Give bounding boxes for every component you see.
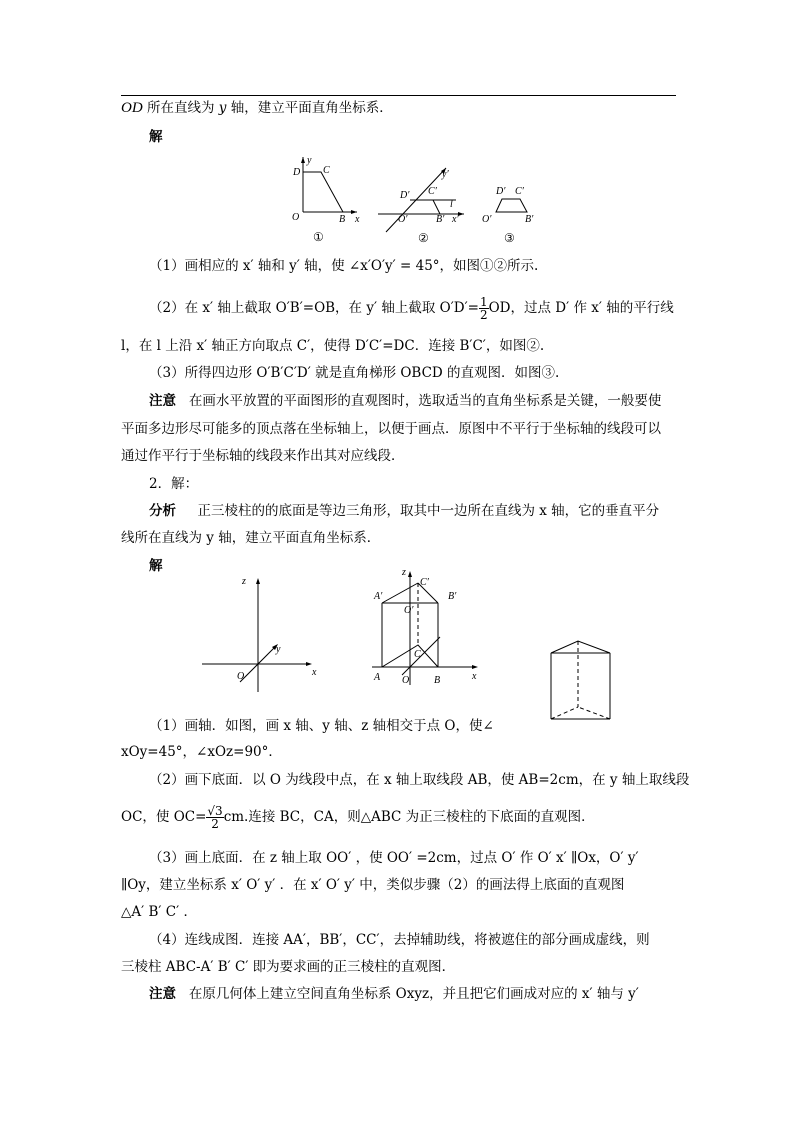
solution-heading-1: 解 [149, 129, 163, 145]
solution-heading-2: 解 [149, 558, 163, 574]
fig3-label: O′ [482, 214, 492, 225]
fig2-label: x′ [452, 214, 459, 225]
prism-step-4-line-2: 三棱柱 ABC-A′ B′ C′ 即为要求画的正三棱柱的直观图． [121, 959, 456, 975]
step-1: （1）画相应的 x′ 轴和 y′ 轴，使 ∠x′O′y′ = 45°，如图①②所示. [149, 258, 539, 274]
fig1-label: D [293, 167, 301, 178]
fig5-label: C′ [420, 577, 429, 588]
fig4-label: z [242, 576, 246, 587]
fig2-label: l [450, 199, 453, 210]
fig2-label: y′ [442, 169, 449, 180]
prism-step-2-line-2: OC，使 OC= $\frac{√3}{2}$ cm.连接 BC，CA，则△ABC 为正三棱柱的下底面的直观图． [121, 804, 595, 831]
note-1-line-2: 平面多边形尽可能多的顶点落在坐标轴上，以便于画点．原图中不平行于坐标轴的线段可以 [121, 421, 661, 437]
fig2-label: C′ [428, 186, 437, 197]
prism-step-3-line-2: ∥Oy，建立坐标系 x′ O′ y′ ．在 x′ O′ y′ 中，类似步骤（2）的画法得上底面的直观图 [121, 877, 625, 893]
fig5-label: B′ [448, 591, 457, 602]
fig1-label: O [292, 212, 300, 223]
fig3-caption: ③ [504, 231, 515, 245]
prism-step-3-line-3: △A′ B′ C′ ． [121, 904, 197, 920]
step-2-line-2: l，在 l 上沿 x′ 轴正方向取点 C′，使得 D′C′=DC．连接 B′C′，如图②. [121, 338, 545, 354]
fig5-label: B [434, 675, 441, 686]
step-3: （3）所得四边形 O′B′C′D′ 就是直角梯形 OBCD 的直观图．如图③. [149, 365, 560, 381]
fraction-one-half: $\frac{1}{2}$ [479, 295, 488, 322]
fig2-label: O′ [398, 214, 408, 225]
prism-step-4-line-1: （4）连线成图．连接 AA′，BB′，CC′，去掉辅助线，将被遮住的部分画成虚线，则 [149, 932, 650, 948]
figure-2-axes-construction [378, 162, 468, 247]
note-1-line-3: 通过作平行于坐标轴的线段来作出其对应线段． [121, 448, 405, 464]
prism-step-3-line-1: （3）画上底面．在 z 轴上取 OO′ ，使 OO′ =2cm，过点 O′ 作 O′ x′ ∥Ox，O′ y′ [149, 850, 639, 866]
intro-line: OD 所在直线为 y 轴，建立平面直角坐标系． [121, 100, 393, 116]
figure-6-final-prism [548, 635, 628, 725]
fig4-label: x [312, 667, 317, 678]
fig5-label: O [402, 675, 410, 686]
question-2-heading: 2．解： [149, 476, 199, 492]
fig3-label: C′ [515, 186, 524, 197]
fig5-label: O′ [404, 605, 414, 616]
fig5-label: z [402, 567, 406, 578]
fig5-label: x [472, 671, 477, 682]
fig1-label: C [323, 165, 330, 176]
fig4-label: y [276, 644, 281, 655]
figure-3-result [480, 182, 550, 247]
figure-1-trapezoid [285, 155, 365, 245]
figure-4-axes [200, 572, 325, 697]
analysis-line-1: 分析 正三棱柱的的底面是等边三角形，取其中一边所在直线为 x 轴，它的垂直平分 [149, 503, 660, 519]
fraction-sqrt3-over-2: $\frac{√3}{2}$ [207, 804, 223, 831]
analysis-line-2: 线所在直线为 y 轴，建立平面直角坐标系． [121, 530, 381, 546]
fig5-label: A [374, 672, 381, 683]
prism-step-2-line-1: （2）画下底面．以 O 为线段中点，在 x 轴上取线段 AB，使 AB=2cm，在 y 轴上取线段 [149, 772, 690, 788]
fig2-label: D′ [400, 190, 410, 201]
fig1-caption: ① [313, 230, 324, 244]
fig3-label: D′ [496, 186, 506, 197]
fig2-caption: ② [418, 231, 429, 245]
prism-step-1-line-1: （1）画轴．如图，画 x 轴、y 轴、z 轴相交于点 O，使∠ [149, 718, 494, 734]
note-1-line-1: 注意 在画水平放置的平面图形的直观图时，选取适当的直角坐标系是关键，一般要使 [149, 393, 662, 409]
fig1-label: B [339, 214, 346, 225]
fig2-label: B′ [436, 214, 445, 225]
fig5-label: A′ [374, 591, 383, 602]
step-2-line-1: （2）在 x′ 轴上截取 O′B′=OB，在 y′ 轴上截取 O′D′= $\frac{1}{2}$ OD，过点 D′ 作 x′ 轴的平行线 [149, 295, 674, 322]
prism-step-1-line-2: xOy=45°，∠xOz=90°． [121, 744, 282, 760]
note-2-line-1: 注意 在原几何体上建立空间直角坐标系 Oxyz，并且把它们画成对应的 x′ 轴与 y′ [149, 986, 639, 1002]
fig3-label: B′ [525, 214, 534, 225]
fig4-label: O [237, 671, 245, 682]
fig1-label: y [307, 155, 312, 166]
header-rule [121, 95, 676, 96]
fig1-label: x [355, 214, 360, 225]
figure-5-prism-construction [372, 567, 484, 689]
fig5-label: C [414, 649, 421, 660]
label-OD: OD [121, 100, 143, 116]
